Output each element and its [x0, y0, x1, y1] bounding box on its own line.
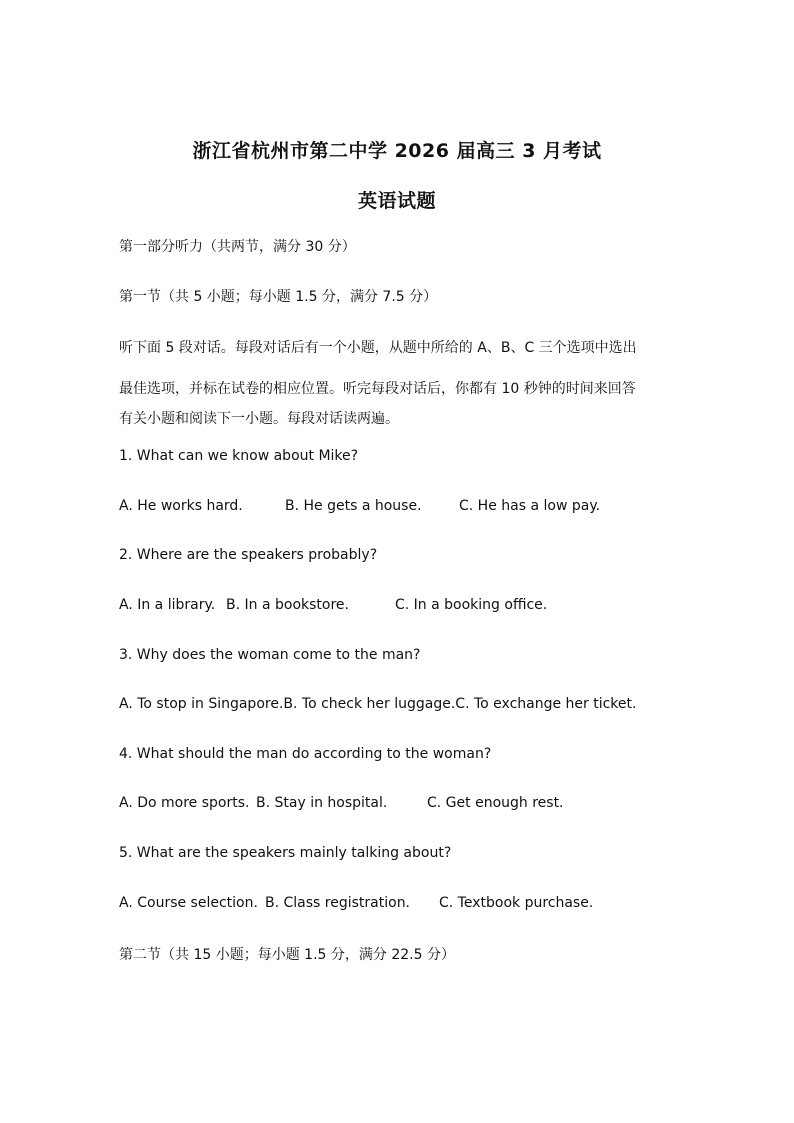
- question-2-options: [119, 597, 547, 613]
- instruction-line-2: 最佳选项，并标在试卷的相应位置。听完每段对话后，你都有 10 秒钟的时间来回答: [119, 381, 636, 397]
- option-b: B. Stay in hospital.: [256, 795, 388, 811]
- question-3-options: [119, 696, 636, 712]
- instruction-line-1: 听下面 5 段对话。每段对话后有一个小题，从题中所给的 A、B、C 三个选项中选出: [119, 340, 637, 356]
- question-1-options: [119, 498, 600, 514]
- option-a: A. To stop in Singapore.: [119, 696, 284, 712]
- option-c: C. In a booking office.: [395, 597, 548, 613]
- section-two-heading: 第二节（共 15 小题；每小题 1.5 分，满分 22.5 分）: [119, 947, 455, 963]
- question-3: 3. Why does the woman come to the man?: [119, 647, 421, 663]
- question-2: 2. Where are the speakers probably?: [119, 547, 378, 563]
- option-a: A. In a library.: [119, 597, 216, 613]
- option-a: A. Course selection.: [119, 895, 258, 911]
- instruction-line-3: 有关小题和阅读下一小题。每段对话读两遍。: [119, 411, 399, 427]
- option-a: A. Do more sports.: [119, 795, 250, 811]
- exam-title: 浙江省杭州市第二中学 2026 届高三 3 月考试: [192, 140, 602, 162]
- part-one-heading: 第一部分听力（共两节，满分 30 分）: [119, 239, 356, 255]
- question-5-options: [119, 895, 593, 911]
- option-a: A. He works hard.: [119, 498, 243, 514]
- section-one-heading: 第一节（共 5 小题；每小题 1.5 分，满分 7.5 分）: [119, 289, 438, 305]
- option-c: C. Get enough rest.: [427, 795, 564, 811]
- option-b: B. Class registration.: [265, 895, 411, 911]
- exam-subtitle: 英语试题: [357, 190, 436, 212]
- option-c: C. To exchange her ticket.: [455, 696, 637, 712]
- option-b: B. To check her luggage.: [283, 696, 456, 712]
- option-c: C. Textbook purchase.: [439, 895, 594, 911]
- option-b: B. He gets a house.: [285, 498, 422, 514]
- option-b: B. In a bookstore.: [226, 597, 349, 613]
- question-1: 1. What can we know about Mike?: [119, 448, 359, 464]
- question-4: 4. What should the man do according to the woman?: [119, 746, 492, 762]
- question-5: 5. What are the speakers mainly talking about?: [119, 845, 452, 861]
- option-c: C. He has a low pay.: [459, 498, 601, 514]
- question-4-options: [119, 795, 564, 811]
